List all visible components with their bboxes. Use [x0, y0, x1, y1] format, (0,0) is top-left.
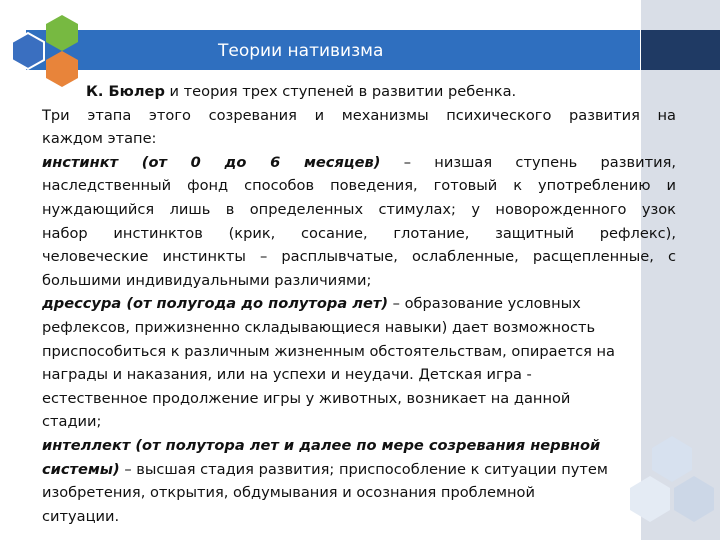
title-bar-dark-segment	[641, 30, 720, 70]
intellect-line-4: ситуации.	[42, 507, 120, 525]
intellect-line-3: изобретения, открытия, обдумывания и осознания проблемной	[42, 484, 535, 502]
training-line-6: стадии;	[42, 413, 102, 431]
training-line-3: приспособиться к различным жизненным обстоятельствам, опирается на	[42, 342, 615, 360]
instinct-line-3: нуждающийся лишь в определенных стимулах; у новорожденного узок	[42, 200, 676, 218]
intellect-term-line-1: интеллект (от полутора лет и далее по мере созревания нервной	[42, 436, 601, 454]
intellect-rest: – высшая стадия развития; приспособление к ситуации путем	[119, 460, 608, 478]
intellect-line-2	[42, 458, 676, 482]
instinct-line-1	[42, 151, 676, 175]
hexagon-light-3	[674, 476, 714, 522]
body-text	[42, 80, 676, 535]
instinct-line-5: человеческие инстинкты – расплывчатые, ослабленные, расщепленные, с	[42, 248, 676, 266]
instinct-line-4: набор инстинктов (крик, сосание, глотание, защитный рефлекс),	[42, 224, 676, 242]
intro-line	[42, 80, 676, 104]
intro-rest: и теория трех ступеней в развитии ребенка.	[164, 83, 517, 100]
page-title: Теории нативизма	[218, 41, 384, 61]
instinct-rest: – низшая ступень развития,	[380, 153, 676, 171]
stages-line-1: Три этапа этого созревания и механизмы психического развития на	[42, 106, 676, 124]
instinct-line-2: наследственный фонд способов поведения, готовый к употреблению и	[42, 177, 676, 195]
hexagon-green	[46, 15, 78, 51]
intellect-term-end: системы)	[42, 460, 120, 478]
hexagon-blue	[12, 33, 44, 69]
training-line-4: награды и наказания, или на успехи и неудачи. Детская игра -	[42, 366, 532, 384]
training-line-2: рефлексов, прижизненно складывающиеся навыки) дает возможность	[42, 318, 596, 336]
training-line-5: естественное продолжение игры у животных, возникает на данной	[42, 389, 571, 407]
training-rest: – образование условных	[388, 295, 581, 313]
stages-line-2: каждом этапе:	[42, 130, 157, 148]
instinct-term: инстинкт (от 0 до 6 месяцев)	[42, 153, 381, 171]
instinct-line-6: большими индивидуальными различиями;	[42, 271, 372, 289]
author-name: К. Бюлер	[86, 83, 165, 100]
training-term: дрессура (от полугода до полутора лет)	[42, 295, 389, 313]
training-line-1	[42, 292, 676, 316]
